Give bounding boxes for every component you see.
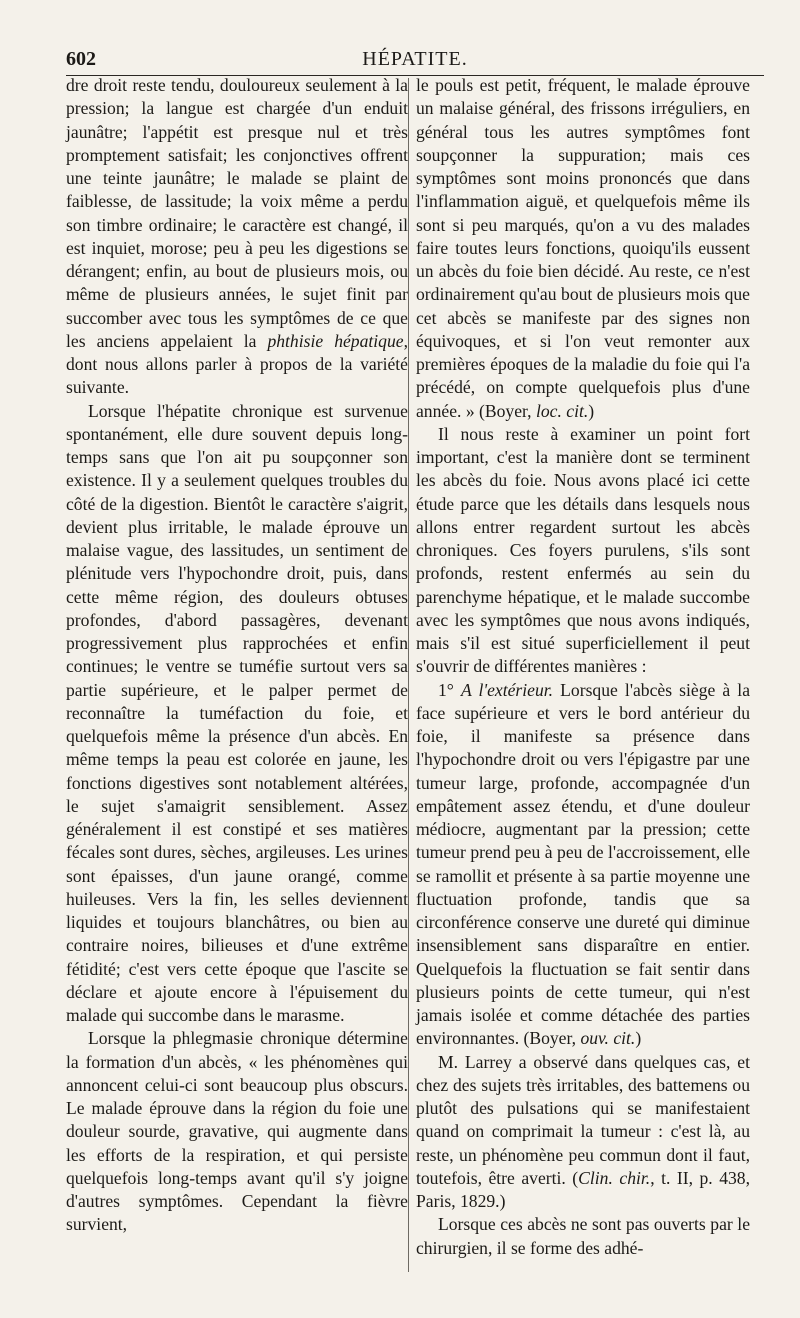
page-header bbox=[66, 48, 764, 74]
paragraph: le pouls est petit, fréquent, le malade éprouve un malaise général, des frissons irréguliers, en général tous les autres symptômes font soupçonner la suppuration; mais ces symptômes sont moins prononcés que dans l'inflammation aiguë, et quelquefois même ils sont si peu marqués, qu'on a vu des malades faire toutes leurs fonctions, quoiqu'ils eussent un abcès du foie bien décidé. Au reste, ce n'est ordinairement qu'au bout de plusieurs mois que cet abcès se manifeste par des signes non équivoques, et si l'on veut remonter aux premières époques de la maladie du foie qui l'a précédé, on compte quelquefois plus d'une année. » (Boyer, loc. cit.) bbox=[416, 75, 750, 421]
left-column bbox=[66, 74, 408, 1237]
paragraph: Il nous reste à examiner un point fort important, c'est la manière dont se terminent les abcès du foie. Nous avons placé ici cette étude parce que les détails dans lesquels nous allons entrer regardent surtout les abcès chroniques. Ces foyers purulens, s'ils sont profonds, restent enfermés au sein du parenchyme hépatique, et le malade succombe avec les symptômes que nous avons indiqués, mais s'il est situé superficiellement il peut s'ouvrir de différentes manières : bbox=[416, 423, 750, 677]
paragraph: Lorsque l'hépatite chronique est survenue spontanément, elle dure souvent depuis long-temps sans que l'on ait pu soupçonner son existence. Il y a seulement quelques troubles du côté de la digestion. Bientôt le caractère s'aigrit, devient plus irritable, le malade éprouve un malaise vague, des lassitudes, un sentiment de plénitude vers l'hypochondre droit, puis, dans cette même région, des douleurs obtuses profondes, d'abord passagères, devenant progressivement plus rapprochées et enfin continues; le ventre se tuméfie surtout vers sa partie supérieure, et le palper permet de reconnaître la tuméfaction du foie, et quelquefois même la présence d'un abcès. En même temps la peau est colorée en jaune, les fonctions digestives sont notablement altérées, le sujet s'amaigrit sensiblement. Assez généralement il est constipé et ses matières fécales sont dures, sèches, argileuses. Les urines sont épaisses, d'un jaune orangé, comme huileuses. Vers la fin, les selles deviennent liquides et toujours blanchâtres, ou bien au contraire noires, bilieuses et d'une extrême fétidité; c'est vers cette époque que l'ascite se déclare et ajoute encore à l'épuisement du malade qui succombe dans le marasme. bbox=[66, 400, 408, 1025]
paragraph: Lorsque ces abcès ne sont pas ouverts par le chirurgien, il se forme des adhé- bbox=[416, 1214, 750, 1258]
page-number: 602 bbox=[66, 48, 96, 70]
running-title: HÉPATITE. bbox=[362, 48, 468, 70]
paragraph: M. Larrey a observé dans quelques cas, et chez des sujets très irritables, des battemens ou plutôt des pulsations qui se manifestaient quand on comprimait la tumeur : c'est là, au reste, un phénomène peu commun dont il faut, toutefois, être averti. (Clin. chir., t. II, p. 438, Paris, 1829.) bbox=[416, 1051, 750, 1211]
paragraph: 1° A l'extérieur. Lorsque l'abcès siège à la face supérieure et vers le bord antérieur du foie, il manifeste sa présence dans l'hypochondre droit ou vers l'épigastre par une tumeur large, profonde, accompagnée d'un empâtement assez étendu, et d'une douleur médiocre, augmentant par la pression; cette tumeur prend peu à peu de l'accroissement, elle se ramollit et présente à sa partie moyenne une fluctuation profonde, tandis que sa circonférence conserve une dureté qui diminue insensiblement sans disparaître en entier. Quelquefois la fluctuation se fait sentir dans plusieurs points de cette tumeur, qui n'est jamais isolée et comme détachée des parties environnantes. (Boyer, ouv. cit.) bbox=[416, 679, 751, 1049]
right-column bbox=[416, 74, 750, 1260]
column-separator bbox=[408, 78, 409, 1272]
paragraph: Lorsque la phlegmasie chronique détermine la formation d'un abcès, « les phénomènes qui annoncent celui-ci sont beaucoup plus obscurs. Le malade éprouve dans la région du foie une douleur sourde, gravative, qui augmente dans les efforts de la respiration, et qui persiste quelquefois long-temps avant qu'il s'y joigne d'autres symptômes. Cependant la fièvre survient, bbox=[66, 1028, 408, 1235]
paragraph: dre droit reste tendu, douloureux seulement à la pression; la langue est chargée d'un enduit jaunâtre; l'appétit est presque nul et très promptement satisfait; les conjonctives offrent une teinte jaunâtre; le malade se plaint de faiblesse, de lassitude; la voix même a perdu son timbre ordinaire; le caractère est changé, il est inquiet, morose; peu à peu les digestions se dérangent; enfin, au bout de plusieurs mois, ou même de plusieurs années, le sujet finit par succomber avec tous les symptômes de ce que les anciens appelaient la phthisie hépatique, dont nous allons parler à propos de la variété suivante. bbox=[66, 75, 408, 398]
